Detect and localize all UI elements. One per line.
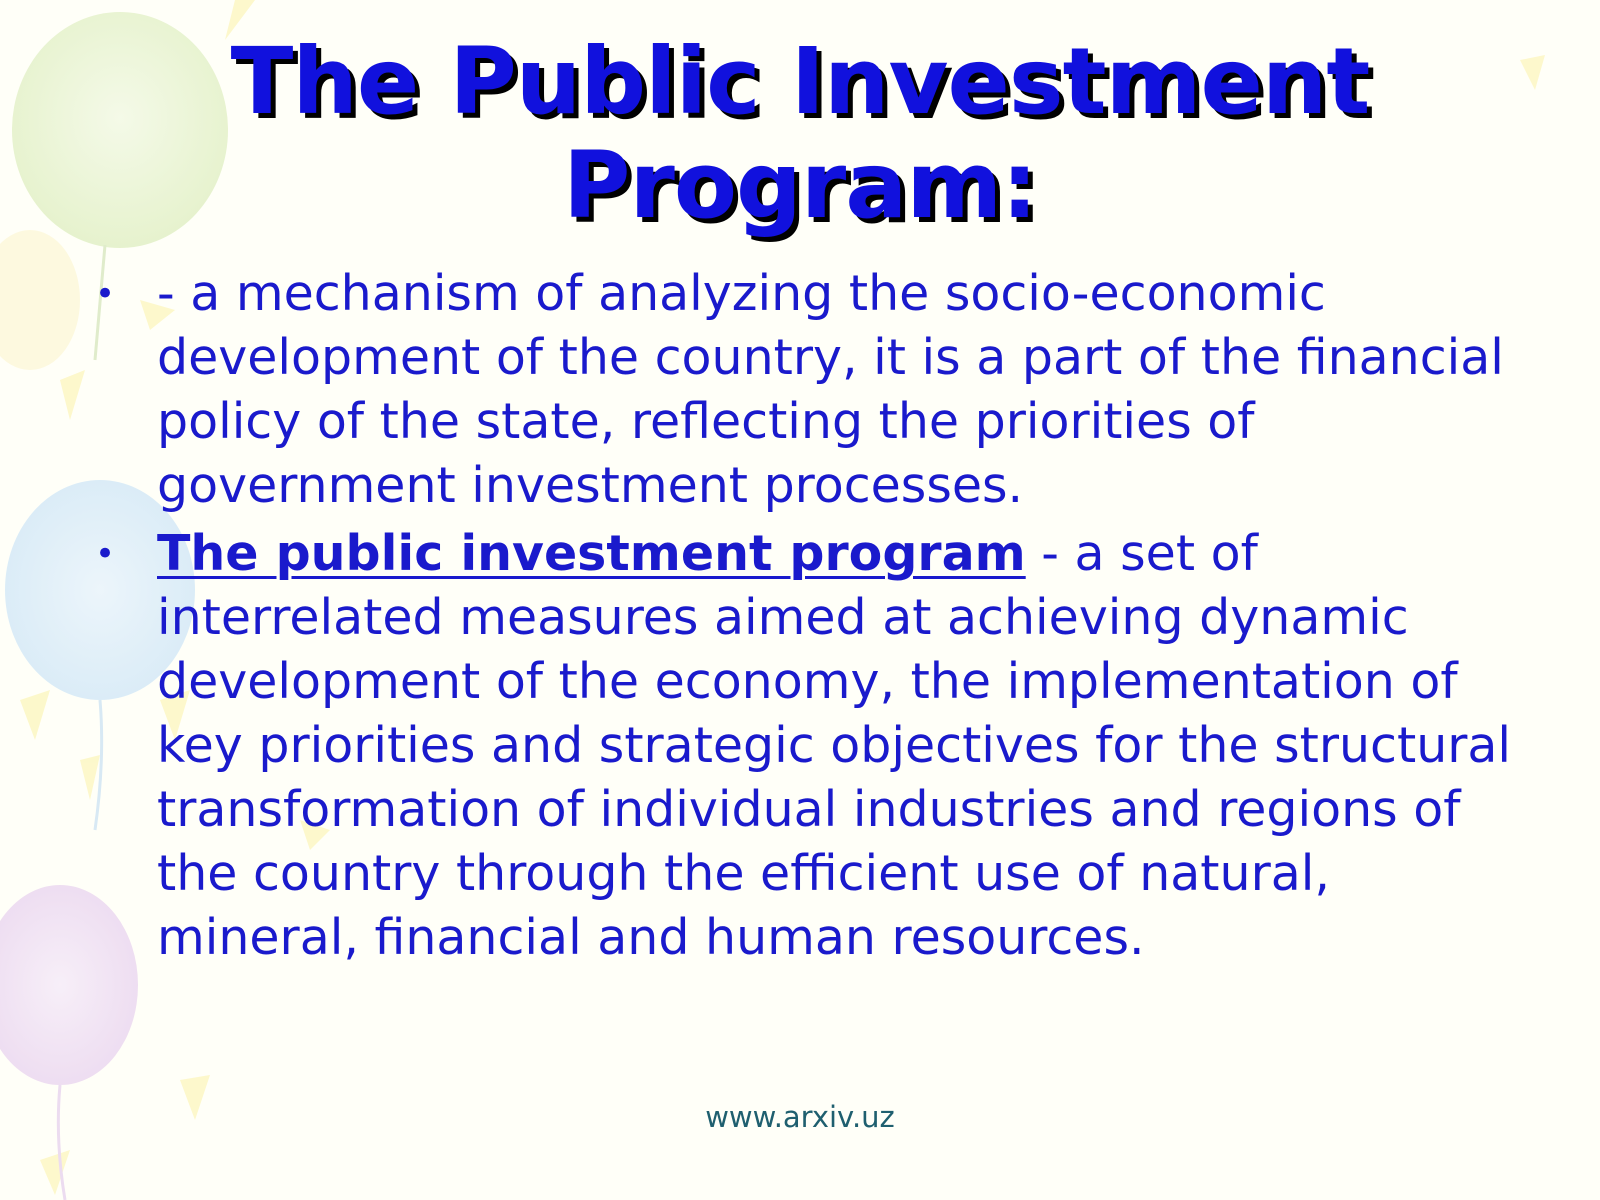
bullet-2-text: - a set of interrelated measures aimed at achieving dynamic development of the economy, the implementation of key priorities and strategic objectives for the structural transformation of individual industries and regions of the country through the efficient use of natural, mineral, financial and human resources.: [157, 525, 1512, 966]
title-line-1: The Public Investment: [230, 28, 1370, 135]
bullet-marker: •: [95, 274, 116, 314]
bullet-marker: •: [95, 534, 116, 574]
bullet-1-text: - a mechanism of analyzing the socio-economic development of the country, it is a part of the financial policy of the state, reflecting the priorities of government investment processes.: [157, 265, 1504, 514]
bullet-item-2: [95, 522, 1515, 970]
bullet-item-1: [95, 262, 1515, 518]
footer-url: www.arxiv.uz: [705, 1100, 895, 1134]
bullet-2-term: The public investment program: [157, 525, 1026, 582]
slide-title: [0, 30, 1600, 238]
title-line-2: Program:: [563, 132, 1037, 239]
bullet-list: [95, 262, 1515, 970]
